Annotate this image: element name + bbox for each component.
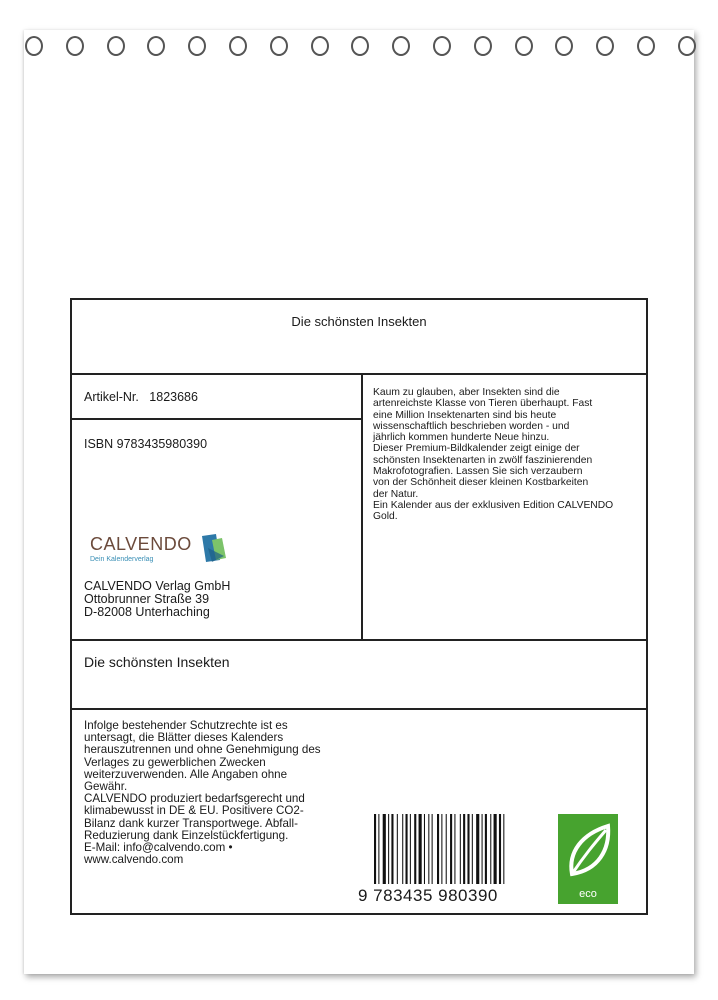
calendar-title: Die schönsten Insekten — [291, 314, 427, 329]
divider — [72, 708, 646, 710]
isbn: ISBN 9783435980390 — [84, 437, 208, 451]
barcode-bar — [482, 814, 483, 884]
barcode-bar — [454, 814, 455, 884]
binding-rings — [0, 36, 718, 58]
barcode-bar — [463, 814, 465, 884]
barcode-bar — [503, 814, 504, 884]
barcode-bar — [441, 814, 442, 884]
barcode-bar — [490, 814, 491, 884]
barcode-bar — [499, 814, 501, 884]
logo-tagline: Dein Kalenderverlag — [90, 556, 154, 563]
divider — [72, 639, 646, 641]
barcode-bar — [374, 814, 376, 884]
article-value: 1823686 — [149, 390, 198, 404]
eco-label: eco — [579, 888, 597, 900]
barcode-bar — [432, 814, 433, 884]
divider — [72, 373, 646, 375]
binding-ring — [596, 36, 614, 56]
info-box — [70, 298, 648, 915]
binding-ring — [351, 36, 369, 56]
eco-badge — [558, 814, 618, 904]
barcode-bar — [485, 814, 487, 884]
binding-ring — [25, 36, 43, 56]
binding-ring — [107, 36, 125, 56]
barcode-bar — [419, 814, 422, 884]
logo-name: CALVENDO — [90, 534, 192, 554]
middle-title: Die schönsten Insekten — [84, 654, 230, 670]
divider — [72, 418, 362, 420]
barcode-bar — [378, 814, 379, 884]
binding-ring — [474, 36, 492, 56]
binding-ring — [270, 36, 288, 56]
barcode-bar — [410, 814, 411, 884]
binding-ring — [311, 36, 329, 56]
divider — [361, 374, 363, 640]
barcode-bar — [391, 814, 393, 884]
binding-ring — [147, 36, 165, 56]
binding-ring — [66, 36, 84, 56]
calvendo-logo — [90, 534, 230, 570]
barcode-bar — [476, 814, 479, 884]
article-number — [84, 390, 198, 404]
barcode-bar — [494, 814, 497, 884]
article-label: Artikel-Nr. — [84, 390, 139, 404]
binding-ring — [433, 36, 451, 56]
binding-ring — [392, 36, 410, 56]
barcode-bar — [467, 814, 469, 884]
address-city: D-82008 Unterhaching — [84, 605, 210, 619]
legal-text: Infolge bestehender Schutzrechte ist es untersagt, die Blätter dieses Kalenders herauszutrennen und ohne Genehmigung des Verlages zu gewerblichen Zwecken weiterzuverwenden. Alle Angaben ohne Gewähr. CALVENDO produziert bedarfsgerecht und klimabewusst in DE & EU. Positivere CO2- Bilanz dank kurzer Transportwege. Abfall- Reduzierung dank Einzelstückfertigung. E-Mail: info@calvendo.com • www.calvendo.com — [84, 719, 321, 867]
barcode-bar — [446, 814, 447, 884]
barcode-bar — [424, 814, 425, 884]
publisher-address — [84, 580, 230, 619]
address-company: CALVENDO Verlag GmbH — [84, 579, 231, 593]
binding-ring — [188, 36, 206, 56]
barcode-bar — [460, 814, 461, 884]
barcode-bar — [428, 814, 429, 884]
binding-ring — [637, 36, 655, 56]
barcode-bar — [450, 814, 452, 884]
barcode-bar — [437, 814, 439, 884]
barcode-bar — [397, 814, 398, 884]
barcode-bar — [388, 814, 389, 884]
calendar-description: Kaum zu glauben, aber Insekten sind die artenreichste Klasse von Tieren überhaupt. Fast eine Million Insektenarten sind bis heute wissenschaftlich beschrieben worden - und jährlich kommen hunderte Neue hinzu. Dieser Premium-Bildkalender zeigt einige der schönsten Insektenarten in zwölf faszinierenden Makrofotografien. Lassen Sie sich verzaubern von der Schönheit dieser kleinen Kostbarkeiten der Natur. Ein Kalender aus der exklusiven Edition CALVENDO Gold. — [373, 387, 614, 523]
address-street: Ottobrunner Straße 39 — [84, 592, 210, 606]
binding-ring — [555, 36, 573, 56]
barcode-bar — [414, 814, 416, 884]
binding-ring — [678, 36, 696, 56]
barcode-bar — [406, 814, 408, 884]
barcode-bar — [383, 814, 386, 884]
barcode-bar — [402, 814, 403, 884]
binding-ring — [229, 36, 247, 56]
leaf-icon — [558, 816, 618, 886]
binding-ring — [515, 36, 533, 56]
calendar-logo-icon — [198, 534, 228, 564]
barcode-number: 9 783435 980390 — [358, 886, 498, 905]
barcode-bar — [472, 814, 473, 884]
